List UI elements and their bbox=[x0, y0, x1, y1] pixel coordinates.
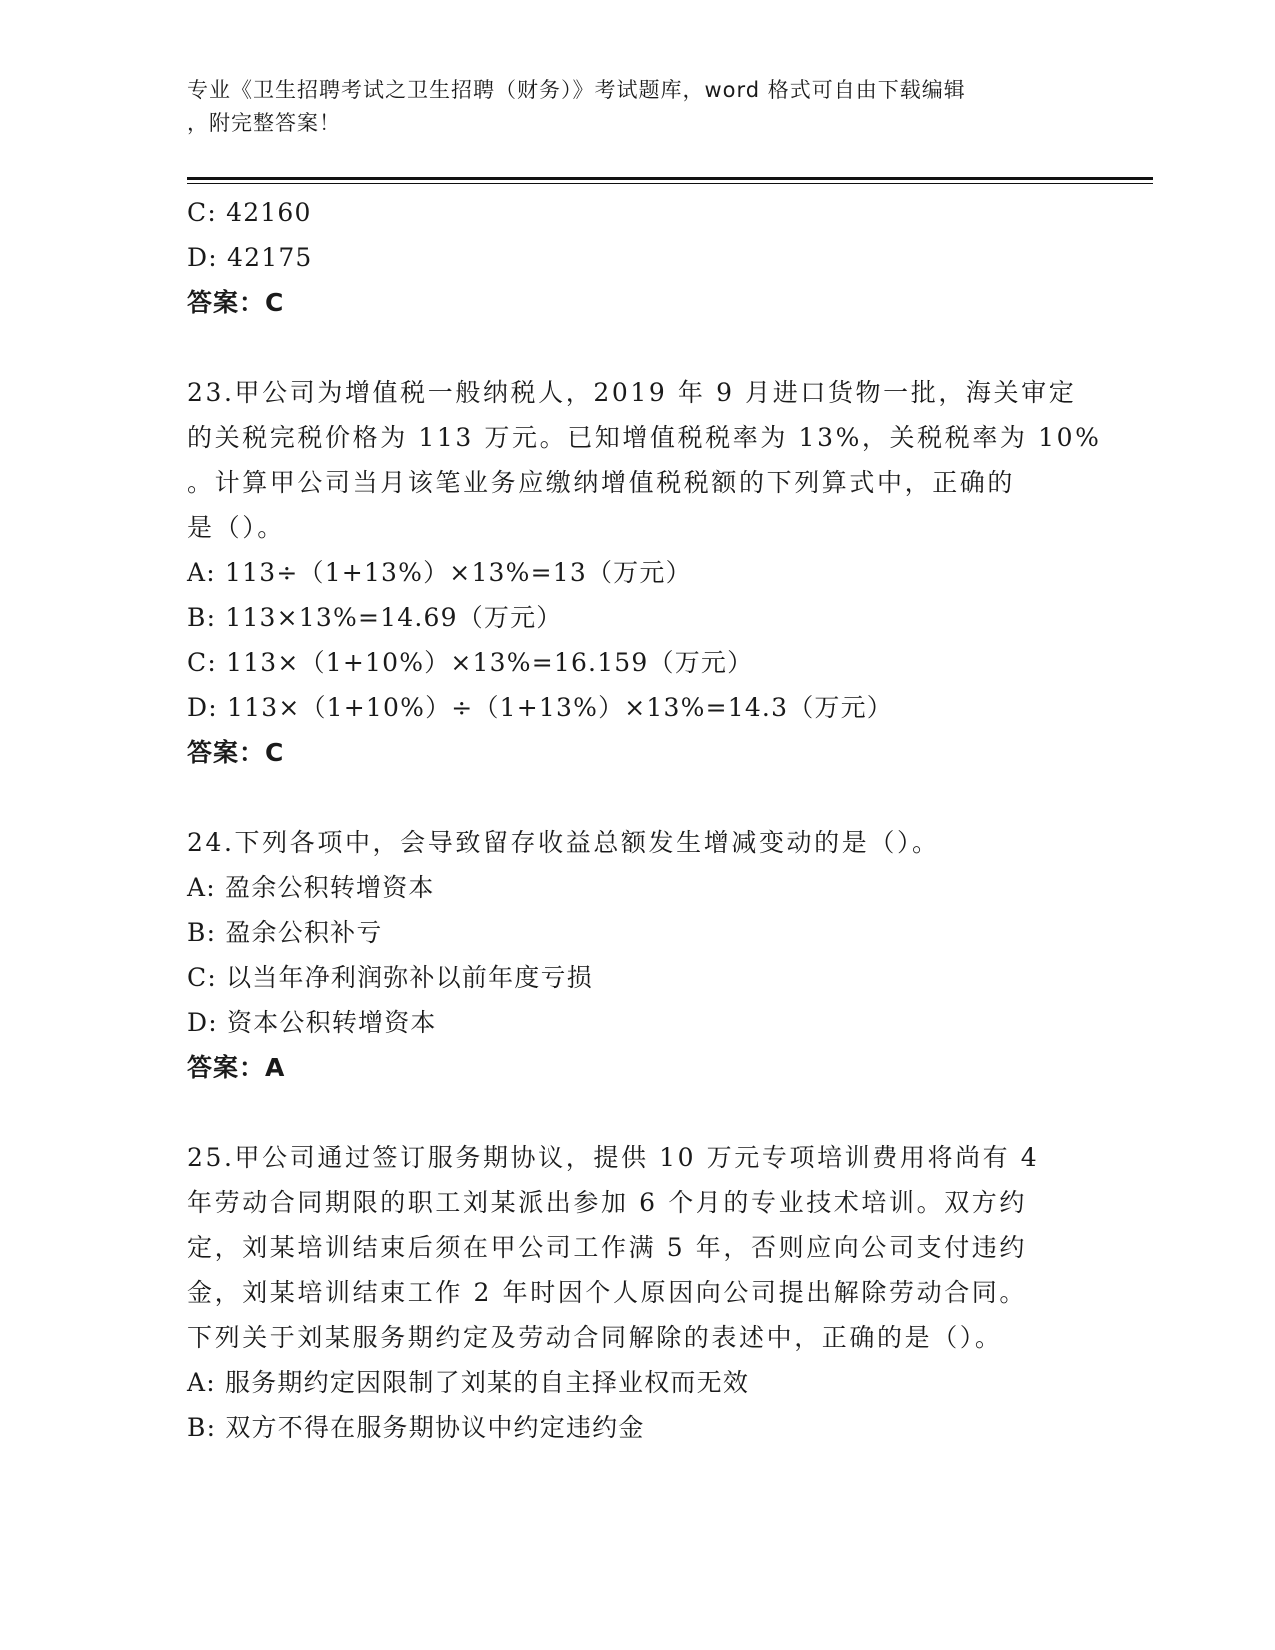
answer-line: 答案：C bbox=[187, 288, 285, 317]
question-23-answer: 答案：C bbox=[187, 738, 285, 767]
question-23-option-a: A: 113÷（1+13%）×13%=13（万元） bbox=[187, 558, 692, 587]
question-25-option-b: B: 双方不得在服务期协议中约定违约金 bbox=[187, 1413, 645, 1442]
question-24-option-c: C: 以当年净利润弥补以前年度亏损 bbox=[187, 963, 593, 992]
header-line-2: ，附完整答案！ bbox=[187, 111, 341, 135]
document-header bbox=[187, 74, 1067, 140]
question-content bbox=[187, 190, 1102, 1450]
question-24-line-1: 24.下列各项中，会导致留存收益总额发生增减变动的是（）。 bbox=[187, 828, 940, 857]
question-24-answer: 答案：A bbox=[187, 1053, 286, 1082]
option-d: D: 42175 bbox=[187, 243, 313, 272]
spacer bbox=[187, 325, 1087, 370]
question-25-line-3: 定，刘某培训结束后须在甲公司工作满 5 年，否则应向公司支付违约 bbox=[187, 1233, 1028, 1262]
question-25-line-5: 下列关于刘某服务期约定及劳动合同解除的表述中，正确的是（）。 bbox=[187, 1323, 1003, 1352]
spacer bbox=[187, 1090, 1087, 1135]
question-23-option-c: C: 113×（1+10%）×13%=16.159（万元） bbox=[187, 648, 754, 677]
question-23-option-b: B: 113×13%=14.69（万元） bbox=[187, 603, 563, 632]
question-25-line-4: 金，刘某培训结束工作 2 年时因个人原因向公司提出解除劳动合同。 bbox=[187, 1278, 1028, 1307]
spacer bbox=[187, 775, 1087, 820]
question-23-line-3: 。计算甲公司当月该笔业务应缴纳增值税税额的下列算式中，正确的 bbox=[187, 468, 1016, 497]
header-rule-thin bbox=[187, 183, 1153, 184]
option-c: C: 42160 bbox=[187, 198, 312, 227]
question-25-line-1: 25.甲公司通过签订服务期协议，提供 10 万元专项培训费用将尚有 4 bbox=[187, 1143, 1040, 1172]
question-24-option-d: D: 资本公积转增资本 bbox=[187, 1008, 437, 1037]
question-23-option-d: D: 113×（1+10%）÷（1+13%）×13%=14.3（万元） bbox=[187, 693, 893, 722]
question-25-line-2: 年劳动合同期限的职工刘某派出参加 6 个月的专业技术培训。双方约 bbox=[187, 1188, 1028, 1217]
header-rule-thick bbox=[187, 177, 1153, 180]
question-23-line-4: 是（）。 bbox=[187, 513, 285, 542]
header-line-1: 专业《卫生招聘考试之卫生招聘（财务）》考试题库，word 格式可自由下载编辑 bbox=[187, 78, 966, 102]
question-24-option-b: B: 盈余公积补亏 bbox=[187, 918, 383, 947]
question-24-option-a: A: 盈余公积转增资本 bbox=[187, 873, 435, 902]
question-23-line-2: 的关税完税价格为 113 万元。已知增值税税率为 13%，关税税率为 10% bbox=[187, 423, 1102, 452]
question-23-line-1: 23.甲公司为增值税一般纳税人，2019 年 9 月进口货物一批，海关审定 bbox=[187, 378, 1077, 407]
question-25-option-a: A: 服务期约定因限制了刘某的自主择业权而无效 bbox=[187, 1368, 750, 1397]
